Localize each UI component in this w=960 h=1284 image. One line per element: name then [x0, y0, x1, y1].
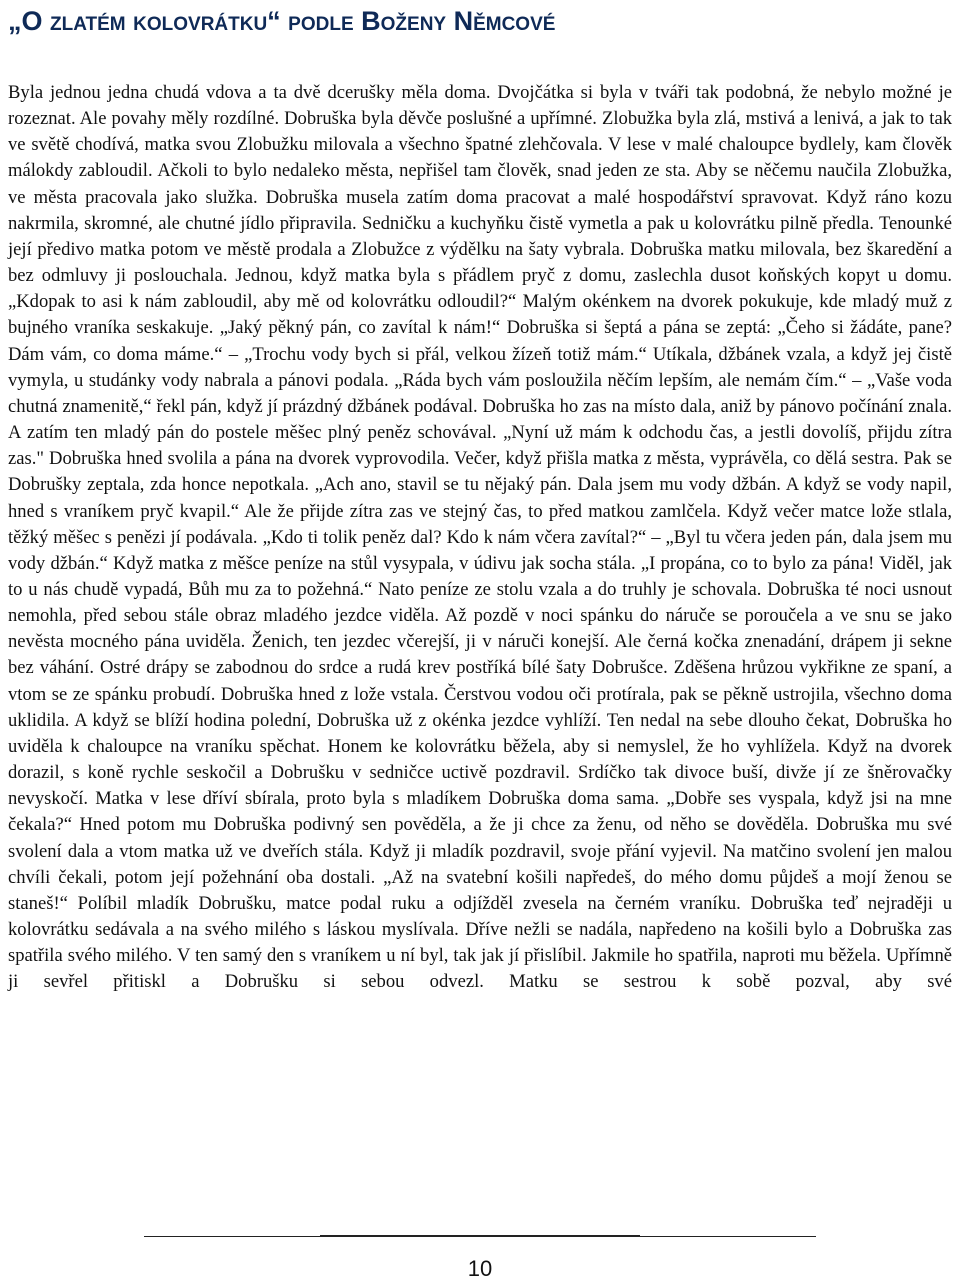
story-paragraph: Byla jednou jedna chudá vdova a ta dvě dcerušky měla doma. Dvojčátka si byla v tváři tak podobná, že nebylo možné je rozeznat. Ale povahy měly rozdílné. Dobruška byla děvče poslušné a upřímné. Zlobužka byla zlá, mstivá a lenivá, a jak to tak ve světě chodívá, matka svou Zlobužku milovala a všechno špatné zlehčovala. V lese v malé chaloupce bydlely, kam člověk málokdy zabloudil. Ačkoli to bylo nedaleko města, nepřišel tam člověk, snad jeden ze sta. Aby se něčemu naučila Zlobužka, ve města pracovala jako služka. Dobruška musela zatím doma pracovat a malé hospodářství spravovat. Když ráno kozu nakrmila, skromné, ale chutné jídlo připravila. Sedničku a kuchyňku čistě vymetla a pak u kolovrátku pilně předla. Tenounké její předivo matka potom ve městě prodala a Zlobužce z výdělku na šaty vybrala. Dobruška matku milovala, bez škaredění a bez odmluvy ji poslouchala. Jednou, když matka byla s přádlem pryč z domu, zaslechla dusot koňských kopyt u domu. „Kdopak to asi k nám zabloudil, aby mě od kolovrátku odloudil?“ Malým okénkem na dvorek pokukuje, kde mladý muž z bujného vraníka seskakuje. „Jaký pěkný pán, co zavítal k nám!“ Dobruška si šeptá a pána se zeptá: „Čeho si žádáte, pane? Dám vám, co doma máme.“ – „Trochu vody bych si přál, velkou žízeň totiž mám.“ Utíkala, džbánek vzala, a když jej čistě vymyla, u studánky vody nabrala a pánovi podala. „Ráda bych vám posloužila něčím lepším, ale nemám čím.“ – „Vaše voda chutná znamenitě,“ řekl pán, když jí prázdný džbánek podával. Dobruška ho zas na místo dala, aniž by pánovo počínání znala. A zatím ten mladý pán do postele měšec plný peněz schovával. „Nyní už mám k odchodu čas, a jestli dovolíš, přijdu zítra zas." Dobruška hned svolila a pána na dvorek vyprovodila. Večer, když přišla matka z města, vyprávěla, co dělá sestra. Pak se Dobrušky zeptala, zda honce nepotkala. „Ach ano, stavil se tu nějaký pán. Dala jsem mu vody džbán. A když se vody napil, hned s vraníkem pryč kvapil.“ Ale že přijde zítra zas ve stejný čas, to před matkou zamlčela. Když večer matce lože stlala, těžký měšec s penězi jí podávala. „Kdo ti tolik peněz dal? Kdo k nám včera zavítal?“ – „Byl tu včera jeden pán, dala jsem mu vody džbán.“ Když matka z měšce peníze na stůl vysypala, v údivu jak socha stála. „I propána, co to bylo za pána! Viděl, jak to u nás chudě vypadá, Bůh mu za to požehná.“ Nato peníze ze stolu vzala a do truhly je schovala. Dobruška té noci usnout nemohla, před sebou stále obraz mladého jezdce viděla. Až pozdě v noci spánku do náruče se poroučela a ve snu se jako nevěsta mocného pána uviděla. Ženich, ten jezdec včerejší, ji v náruči konejší. Ale černá kočka znenadání, drápem ji sekne bez váhání. Ostré drápy se zabodnou do srdce a rudá krev postříká bílé šaty Dobrušce. Zděšena hrůzou vykřikne ze spaní, a vtom se ze spánku probudí. Dobruška hned z lože vstala. Čerstvou vodou oči protírala, pak se pěkně ustrojila, všechno doma uklidila. A když se blíží hodina polední, Dobruška už z okénka jezdce vyhlíží. Ten nedal na sebe dlouho čekat, Dobruška ho uviděla k chaloupce na vraníku spěchat. Honem ke kolovrátku běžela, aby si nemyslel, že ho vyhlížela. Když na dvorek dorazil, s koně rychle seskočil a Dobrušku v sedničce uctivě pozdravil. Srdíčko tak divoce buší, divže jí ze šněrovačky nevyskočí. Matka v lese dříví sbírala, proto byla s mladíkem Dobruška doma sama. „Dobře ses vyspala, když jsi na mne čekala?“ Hned potom mu Dobruška podivný sen pověděla, a že ji chce za ženu, od něho se dověděla. Dobruška mu své svolení dala a vtom matka už ve dveřích stála. Když ji mladík pozdravil, svoje přání vyjevil. Na matčino svolení jen malou chvíli čekali, potom její požehnání oba dostali. „Až na svatební košili napředeš, do mého domu půjdeš a mojí ženou se staneš!“ Políbil mladík Dobrušku, matce podal ruku a odjížděl zvesela na černém vraníku. Dobruška teď nejraději u kolovrátku sedávala a na svého milého s láskou myslívala. Dříve nežli se nadála, napředeno na košili bylo a Dobruška zas spatřila svého milého. V ten samý den s vraníkem u ní byl, tak jak jí přislíbil. Jakmile ho spatřila, naproti mu běžela. Upřímně ji sevřel přitiskl a Dobrušku si sebou odvezl. Matku se sestrou k sobě pozval, aby své: [8, 82, 952, 993]
page-number: 10: [467, 1256, 493, 1281]
footer-divider-right: [640, 1236, 816, 1237]
page-title: „O zlatém kolovrátku“ podle Boženy Němcové: [8, 6, 556, 36]
footer-divider-center: [320, 1235, 640, 1237]
footer-divider-left: [144, 1236, 320, 1237]
